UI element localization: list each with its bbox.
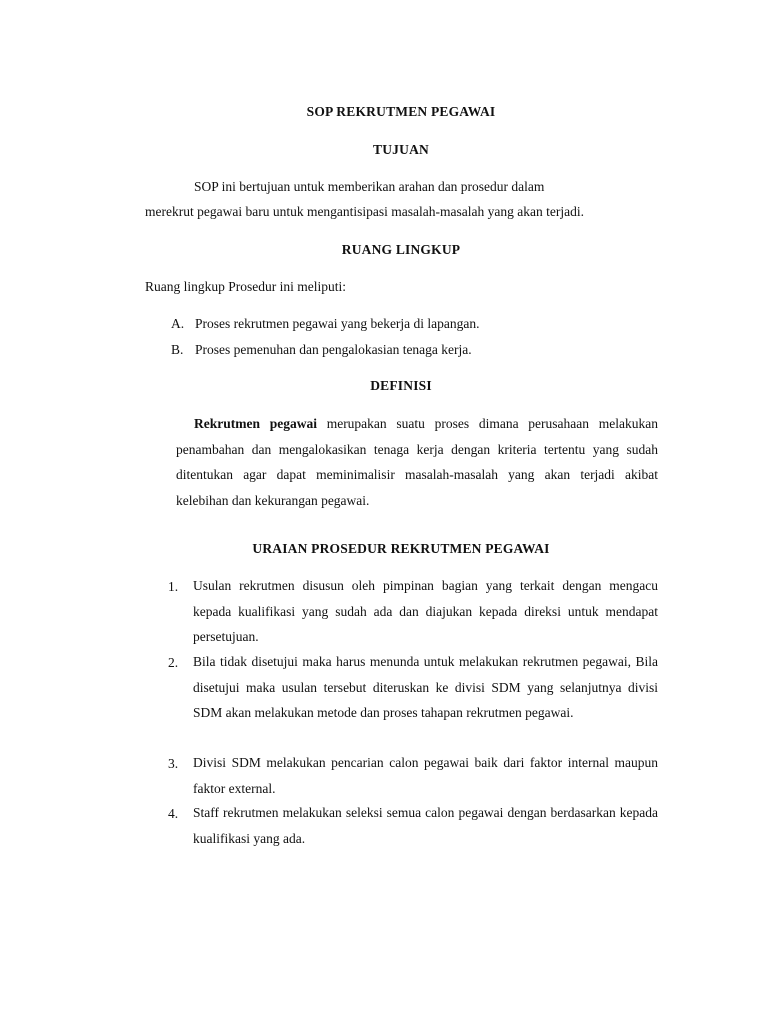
tujuan-heading: TUJUAN	[373, 142, 429, 157]
list-number: 1.	[168, 579, 179, 594]
tujuan-line-1: SOP ini bertujuan untuk memberikan arahan dan prosedur dalam	[194, 179, 545, 194]
list-item-text: Proses rekrutmen pegawai yang bekerja di lapangan.	[195, 316, 480, 331]
list-marker: A.	[171, 316, 185, 331]
list-item-text: Bila tidak disetujui maka harus menunda untuk melakukan rekrutmen pegawai, Bila disetujui maka usulan tersebut diteruskan ke divisi SDM yang selanjutnya divisi SDM akan melakukan metode dan proses tahapan rekrutmen pegawai.	[193, 654, 658, 720]
definisi-paragraph	[176, 411, 658, 513]
definisi-heading: DEFINISI	[370, 378, 432, 393]
list-item-text: Divisi SDM melakukan pencarian calon pegawai baik dari faktor internal maupun faktor external.	[193, 755, 658, 796]
definisi-body: merupakan suatu proses dimana perusahaan melakukan penambahan dan mengalokasikan tenaga kerja dengan kriteria tertentu yang sudah ditentukan agar dapat meminimalisir masalah-masalah yang akan terjadi akibat kelebihan dan kekurangan pegawai.	[176, 416, 658, 508]
list-item-text: Proses pemenuhan dan pengalokasian tenaga kerja.	[195, 342, 472, 357]
list-number: 2.	[168, 655, 179, 670]
definisi-term: Rekrutmen pegawai	[194, 416, 317, 431]
list-number: 3.	[168, 756, 179, 771]
list-item-text: Usulan rekrutmen disusun oleh pimpinan bagian yang terkait dengan mengacu kepada kualifikasi yang sudah ada dan diajukan kepada direksi untuk mendapat persetujuan.	[193, 578, 658, 644]
ruang-lingkup-heading: RUANG LINGKUP	[341, 242, 461, 257]
tujuan-line-2: merekrut pegawai baru untuk mengantisipasi masalah-masalah yang akan terjadi.	[145, 204, 584, 219]
list-item-text: Staff rekrutmen melakukan seleksi semua calon pegawai dengan berdasarkan kepada kualifikasi yang ada.	[193, 805, 658, 846]
list-number: 4.	[168, 806, 179, 821]
document-title: SOP REKRUTMEN PEGAWAI	[306, 104, 496, 119]
list-marker: B.	[171, 342, 184, 357]
uraian-heading: URAIAN PROSEDUR REKRUTMEN PEGAWAI	[252, 541, 550, 556]
ruang-lingkup-intro: Ruang lingkup Prosedur ini meliputi:	[145, 279, 346, 294]
